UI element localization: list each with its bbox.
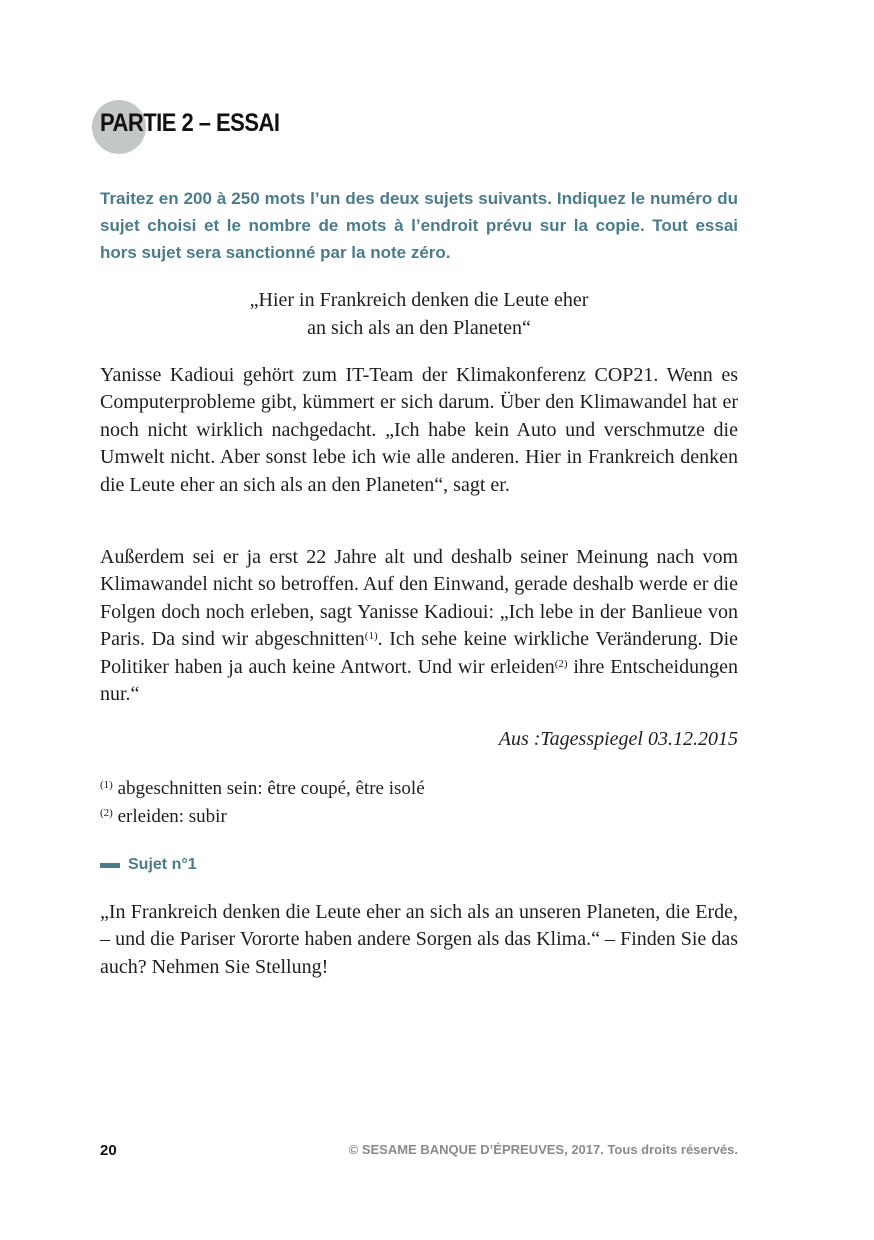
copyright-notice: © SESAME BANQUE D’ÉPREUVES, 2017. Tous droits réservés. [348,1142,738,1157]
footnote-marker-2: (2) [554,657,568,670]
sujet-label: Sujet n°1 [128,856,197,873]
paragraph-2-text-b: . Ich sehe keine wirkliche Veränderung. Die Politiker haben ja auch keine Antwort. Und wir erleiden [100,628,738,678]
page-footer [100,1142,738,1159]
paragraph-2-text-a: Außerdem sei er ja erst 22 Jahre alt und deshalb seiner Meinung nach vom Klimawandel nicht so betroffen. Auf den Einwand, gerade deshalb werde er die Folgen doch noch erleben, sagt Yanisse Kadioui: „Ich lebe in der Banlieue von Paris. Da sind wir abgeschnitten [100,546,738,651]
footnote-1 [100,775,425,803]
sujet-heading [100,856,197,874]
article-paragraph-2 [100,544,738,708]
footnote-1-text: abgeschnitten sein: être coupé, être isolé [112,778,425,799]
article-title-line-1: „Hier in Frankreich denken die Leute eher [249,289,589,311]
footnote-2-marker: (2) [100,807,113,819]
footnote-marker-1: (1) [364,630,378,643]
sujet-bar-decoration [100,863,120,868]
article-title [100,286,738,342]
footnote-2 [100,803,425,831]
article-source: Aus :Tagesspiegel 03.12.2015 [498,728,738,750]
instructions: Traitez en 200 à 250 mots l’un des deux sujets suivants. Indiquez le numéro du sujet choisi et le nombre de mots à l’endroit prévu sur la copie. Tout essai hors sujet sera sanctionné par la note zéro. [100,189,738,262]
article-paragraph-1: Yanisse Kadioui gehört zum IT-Team der Klimakonferenz COP21. Wenn es Computerprobleme gibt, kümmert er sich darum. Über den Klimawandel hat er noch nicht wirklich nachgedacht. „Ich habe kein Auto und verschmutze die Umwelt nicht. Aber sonst lebe ich wie alle anderen. Hier in Frankreich denken die Leute eher an sich als an den Planeten“, sagt er. [100,364,738,496]
footnotes [100,775,425,831]
footnote-1-marker: (1) [100,779,113,791]
paragraph-2-text-c: ihre Entscheidungen nur.“ [100,655,738,706]
page-number: 20 [100,1142,117,1159]
article-title-line-2: an sich als an den Planeten“ [307,317,531,339]
sujet-1-prompt: „In Frankreich denken die Leute eher an sich als an unseren Planeten, die Erde, – und die Pariser Vororte haben andere Sorgen als das Klima.“ – Finden Sie das auch? Nehmen Sie Stellung! [100,901,738,978]
section-title: PARTIE 2 – ESSAI [100,109,280,137]
footnote-2-text: erleiden: subir [112,806,227,827]
section-heading [100,109,304,138]
